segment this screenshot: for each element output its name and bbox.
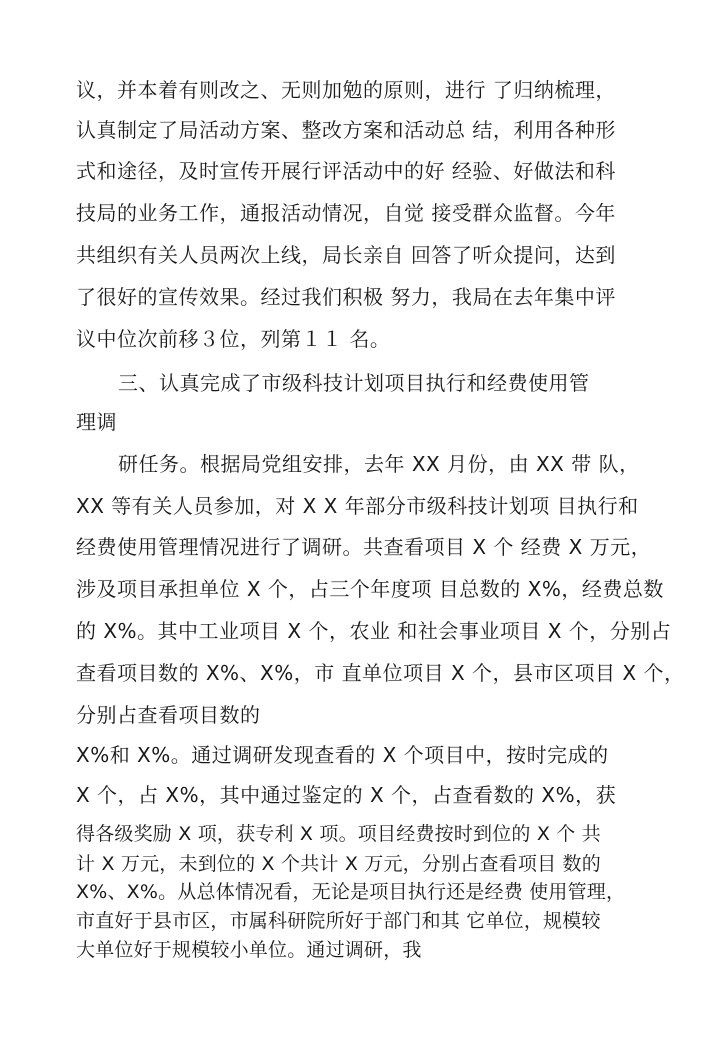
text-line: 分别占查看项目数的 [76,703,261,727]
text-line: 涉及项目承担单位 X 个，占三个年度项 目总数的 X%，经费总数 [76,577,664,601]
text-line: 议，并本着有则改之、无则加勉的原则，进行 了归纳梳理， [76,78,616,102]
section-heading: 三、认真完成了市级科技计划项目执行和经费使用管 [118,371,590,395]
text-line: 市直好于县市区，市属科研院所好于部门和其 它单位，规模较 [76,910,601,932]
text-line: 大单位好于规模较小单位。通过调研，我 [76,939,422,961]
text-line: 计 X 万元，未到位的 X 个共计 X 万元，分别占查看项目 数的 [76,853,601,875]
text-line: 式和途径，及时宣传开展行评活动中的好 经验、好做法和科 [76,159,616,183]
text-line: 经费使用管理情况进行了调研。共查看项目 X 个 经费 X 万元， [76,535,652,559]
text-line: X 个，占 X%，其中通过鉴定的 X 个，占查看数的 X%，获 [76,783,617,807]
text-line: 技局的业务工作，通报活动情况，自觉 接受群众监督。今年 [76,201,616,225]
text-line: 得各级奖励 X 项，获专利 X 项。项目经费按时到位的 X 个 共 [76,823,601,845]
text-line: 的 X%。其中工业项目 X 个，农业 和社会事业项目 X 个，分别占 [76,619,672,643]
text-line: 了很好的宣传效果。经过我们积极 努力，我局在去年集中评 [76,285,616,309]
text-line: 认真制定了局活动方案、整改方案和活动总 结，利用各种形 [76,118,616,142]
text-line: X%和 X%。通过调研发现查看的 X 个项目中，按时完成的 [76,743,609,767]
text-line: X%、X%。从总体情况看，无论是项目执行还是经费 使用管理， [76,881,626,903]
section-heading-continuation: 理调 [76,410,117,434]
text-line: 查看项目数的 X%、X%，市 直单位项目 X 个，县市区项目 X 个， [76,661,685,685]
text-line: 议中位次前移３位，列第１１ 名。 [76,327,391,351]
text-line: XX 等有关人员参加，对 X X 年部分市级科技计划项 目执行和 [76,494,639,518]
text-line: 研任务。根据局党组安排，去年 XX 月份，由 XX 带 队， [118,452,640,476]
text-line: 共组织有关人员两次上线，局长亲自 回答了听众提问，达到 [76,243,616,267]
